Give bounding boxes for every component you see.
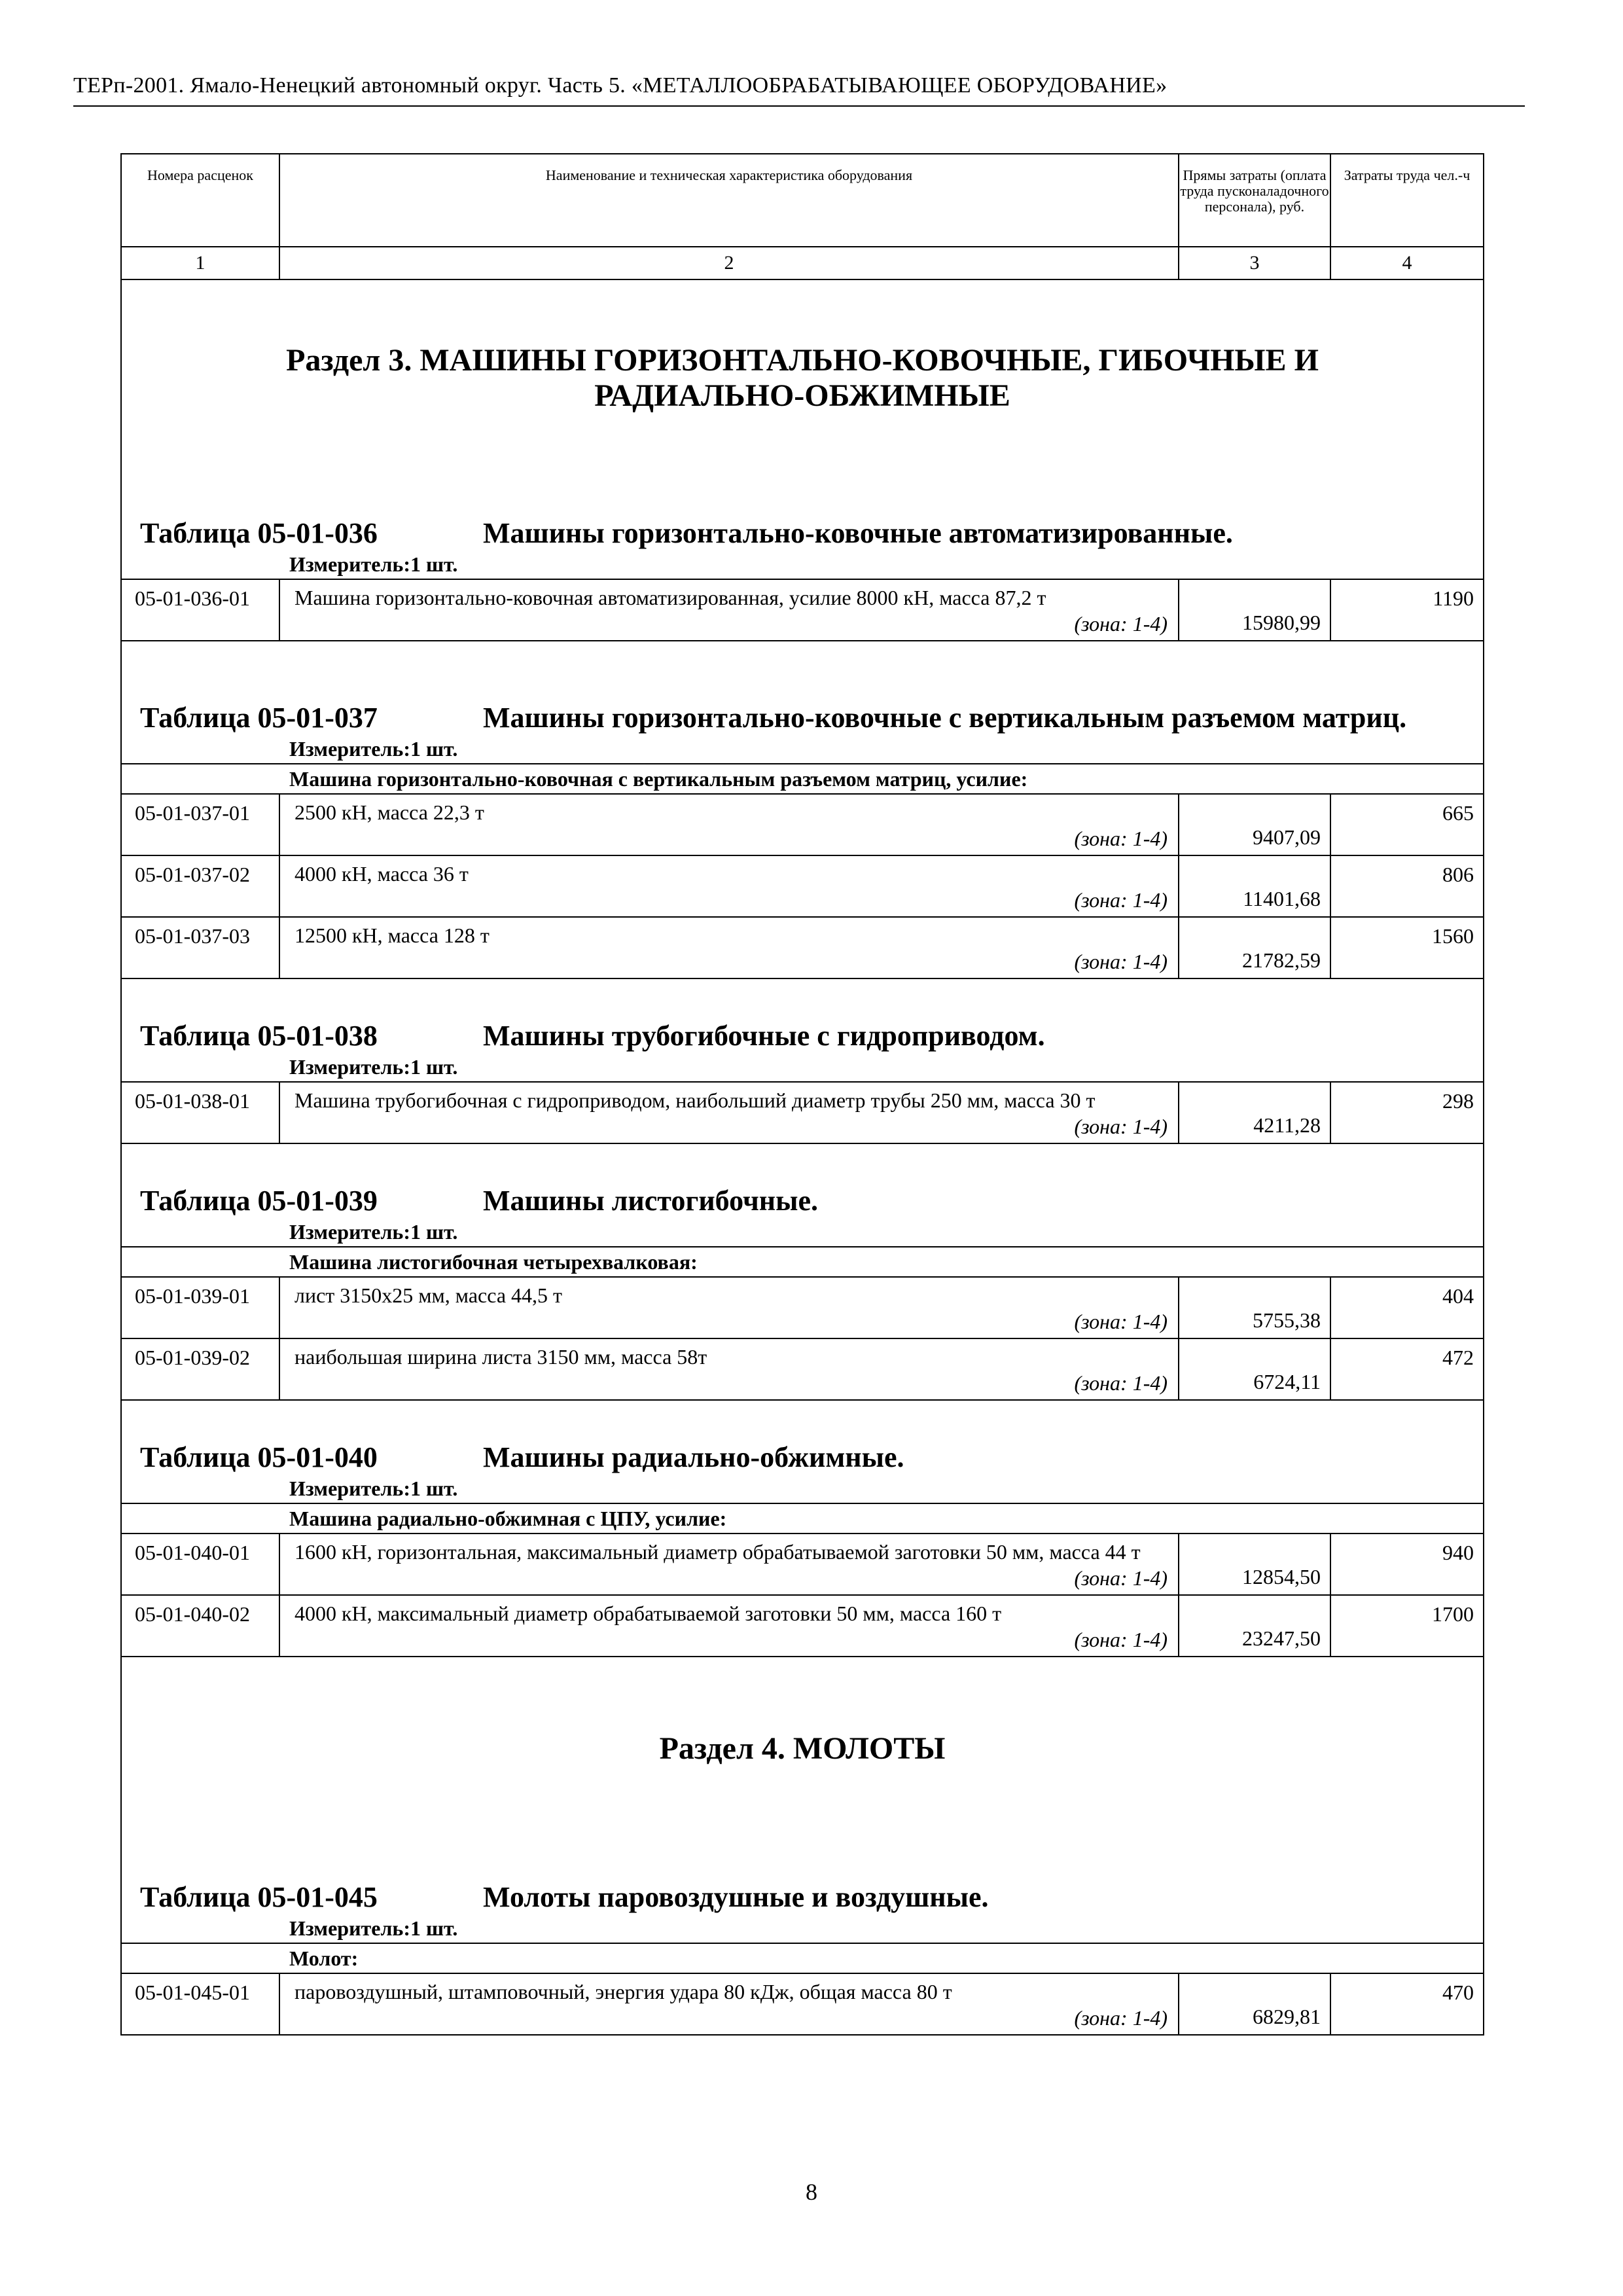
- section-4-heading: [121, 1657, 1484, 1840]
- table-row: [121, 855, 1484, 917]
- table-number: Таблица 05-01-038: [140, 1020, 378, 1052]
- zone-note: (зона: 1-4): [1074, 950, 1168, 973]
- labor-costs: 1700: [1330, 1595, 1484, 1657]
- direct-costs: 9407,09: [1179, 794, 1330, 855]
- table-036-meter: Измеритель:1 шт.: [121, 550, 1484, 579]
- direct-costs: 23247,50: [1179, 1595, 1330, 1657]
- zone-note: (зона: 1-4): [1074, 888, 1168, 912]
- table-number: Таблица 05-01-039: [140, 1185, 378, 1217]
- table-039-meter: Измеритель:1 шт.: [121, 1217, 1484, 1247]
- labor-costs: 472: [1330, 1338, 1484, 1400]
- table-037-meter: Измеритель:1 шт.: [121, 734, 1484, 764]
- section-3-heading: [121, 279, 1484, 476]
- col-number-2: 2: [279, 247, 1179, 279]
- direct-costs: 11401,68: [1179, 855, 1330, 917]
- rate-description: 4000 кН, масса 36 т (зона: 1-4): [279, 855, 1179, 917]
- rate-code: 05-01-040-02: [121, 1595, 279, 1657]
- labor-costs: 298: [1330, 1082, 1484, 1143]
- rate-description: 4000 кН, максимальный диаметр обрабатываемой заготовки 50 мм, масса 160 т (зона: 1-4): [279, 1595, 1179, 1657]
- rate-code: 05-01-037-03: [121, 917, 279, 978]
- table-040-meter: Измеритель:1 шт.: [121, 1474, 1484, 1503]
- rate-description: 12500 кН, масса 128 т (зона: 1-4): [279, 917, 1179, 978]
- table-row: [121, 794, 1484, 855]
- table-row: [121, 1534, 1484, 1595]
- rate-code: 05-01-038-01: [121, 1082, 279, 1143]
- table-row: [121, 1595, 1484, 1657]
- labor-costs: 1560: [1330, 917, 1484, 978]
- direct-costs: 12854,50: [1179, 1534, 1330, 1595]
- direct-costs: 6829,81: [1179, 1973, 1330, 2035]
- rate-description: лист 3150х25 мм, масса 44,5 т (зона: 1-4): [279, 1277, 1179, 1338]
- table-037-group: Машина горизонтально-ковочная с вертикальным разъемом матриц, усилие:: [121, 764, 1484, 794]
- table-039-title: [121, 1143, 1484, 1217]
- rate-description: Машина горизонтально-ковочная автоматизированная, усилие 8000 кН, масса 87,2 т (зона: 1-4): [279, 579, 1179, 641]
- col-number-3: 3: [1179, 247, 1330, 279]
- rate-description: 1600 кН, горизонтальная, максимальный диаметр обрабатываемой заготовки 50 мм, масса 44 т (зона: 1-4): [279, 1534, 1179, 1595]
- table-039-group: Машина листогибочная четырехвалковая:: [121, 1247, 1484, 1277]
- table-name: Машины горизонтально-ковочные с вертикальным разъемом матриц.: [483, 702, 1407, 734]
- table-name: Машины горизонтально-ковочные автоматизированные.: [483, 517, 1233, 549]
- page-number: 8: [806, 2179, 817, 2205]
- table-045-title: [121, 1840, 1484, 1914]
- table-040-group: Машина радиально-обжимная с ЦПУ, усилие:: [121, 1503, 1484, 1534]
- rate-code: 05-01-045-01: [121, 1973, 279, 2035]
- table-036-title: [121, 476, 1484, 550]
- direct-costs: 6724,11: [1179, 1338, 1330, 1400]
- table-row: [121, 1277, 1484, 1338]
- rate-description: паровоздушный, штамповочный, энергия удара 80 кДж, общая масса 80 т (зона: 1-4): [279, 1973, 1179, 2035]
- rate-code: 05-01-040-01: [121, 1534, 279, 1595]
- labor-costs: 404: [1330, 1277, 1484, 1338]
- table-037-title: [121, 641, 1484, 734]
- direct-costs: 15980,99: [1179, 579, 1330, 641]
- rate-description: наибольшая ширина листа 3150 мм, масса 58т (зона: 1-4): [279, 1338, 1179, 1400]
- column-number-row: [121, 247, 1484, 279]
- direct-costs: 5755,38: [1179, 1277, 1330, 1338]
- table-row: [121, 1973, 1484, 2035]
- col-number-4: 4: [1330, 247, 1484, 279]
- col-header-labor: Затраты труда чел.-ч: [1330, 154, 1484, 247]
- rate-code: 05-01-039-01: [121, 1277, 279, 1338]
- table-040-title: [121, 1400, 1484, 1474]
- table-number: Таблица 05-01-045: [140, 1881, 378, 1913]
- rate-code: 05-01-039-02: [121, 1338, 279, 1400]
- table-number: Таблица 05-01-040: [140, 1441, 378, 1473]
- direct-costs: 21782,59: [1179, 917, 1330, 978]
- rate-code: 05-01-037-02: [121, 855, 279, 917]
- rate-description: Машина трубогибочная с гидроприводом, наибольший диаметр трубы 250 мм, масса 30 т (зона: 1-4): [279, 1082, 1179, 1143]
- labor-costs: 806: [1330, 855, 1484, 917]
- price-table: [120, 153, 1484, 2036]
- col-number-1: 1: [121, 247, 279, 279]
- zone-note: (зона: 1-4): [1074, 1566, 1168, 1590]
- rate-code: 05-01-036-01: [121, 579, 279, 641]
- column-header-row: [121, 154, 1484, 247]
- zone-note: (зона: 1-4): [1074, 827, 1168, 850]
- table-045-meter: Измеритель:1 шт.: [121, 1914, 1484, 1943]
- rate-description: 2500 кН, масса 22,3 т (зона: 1-4): [279, 794, 1179, 855]
- table-038-title: [121, 978, 1484, 1052]
- col-header-name: Наименование и техническая характеристика оборудования: [279, 154, 1179, 247]
- header-rule: [73, 105, 1525, 107]
- labor-costs: 940: [1330, 1534, 1484, 1595]
- table-name: Молоты паровоздушные и воздушные.: [483, 1881, 989, 1913]
- table-number: Таблица 05-01-036: [140, 517, 378, 549]
- table-number: Таблица 05-01-037: [140, 702, 378, 734]
- table-name: Машины трубогибочные с гидроприводом.: [483, 1020, 1045, 1052]
- labor-costs: 470: [1330, 1973, 1484, 2035]
- table-row: [121, 1338, 1484, 1400]
- zone-note: (зона: 1-4): [1074, 1115, 1168, 1138]
- col-header-codes: Номера расценок: [121, 154, 279, 247]
- rate-code: 05-01-037-01: [121, 794, 279, 855]
- labor-costs: 1190: [1330, 579, 1484, 641]
- zone-note: (зона: 1-4): [1074, 1628, 1168, 1651]
- section-title: Раздел 3. МАШИНЫ ГОРИЗОНТАЛЬНО-КОВОЧНЫЕ, ГИБОЧНЫЕ И РАДИАЛЬНО-ОБЖИМНЫЕ: [286, 343, 1319, 413]
- table-038-meter: Измеритель:1 шт.: [121, 1052, 1484, 1082]
- direct-costs: 4211,28: [1179, 1082, 1330, 1143]
- document-header: ТЕРп-2001. Ямало-Ненецкий автономный округ. Часть 5. «МЕТАЛЛООБРАБАТЫВАЮЩЕЕ ОБОРУДОВАНИЕ»: [73, 73, 1168, 98]
- table-045-group: Молот:: [121, 1943, 1484, 1973]
- table-row: [121, 917, 1484, 978]
- zone-note: (зона: 1-4): [1074, 1371, 1168, 1395]
- zone-note: (зона: 1-4): [1074, 612, 1168, 636]
- col-header-direct-costs: Прямы затраты (оплата труда пусконаладочного персонала), руб.: [1179, 154, 1330, 247]
- labor-costs: 665: [1330, 794, 1484, 855]
- zone-note: (зона: 1-4): [1074, 1310, 1168, 1333]
- section-title: Раздел 4. МОЛОТЫ: [659, 1731, 946, 1766]
- table-row: [121, 579, 1484, 641]
- table-name: Машины листогибочные.: [483, 1185, 818, 1217]
- zone-note: (зона: 1-4): [1074, 2006, 1168, 2030]
- table-name: Машины радиально-обжимные.: [483, 1441, 904, 1473]
- table-row: [121, 1082, 1484, 1143]
